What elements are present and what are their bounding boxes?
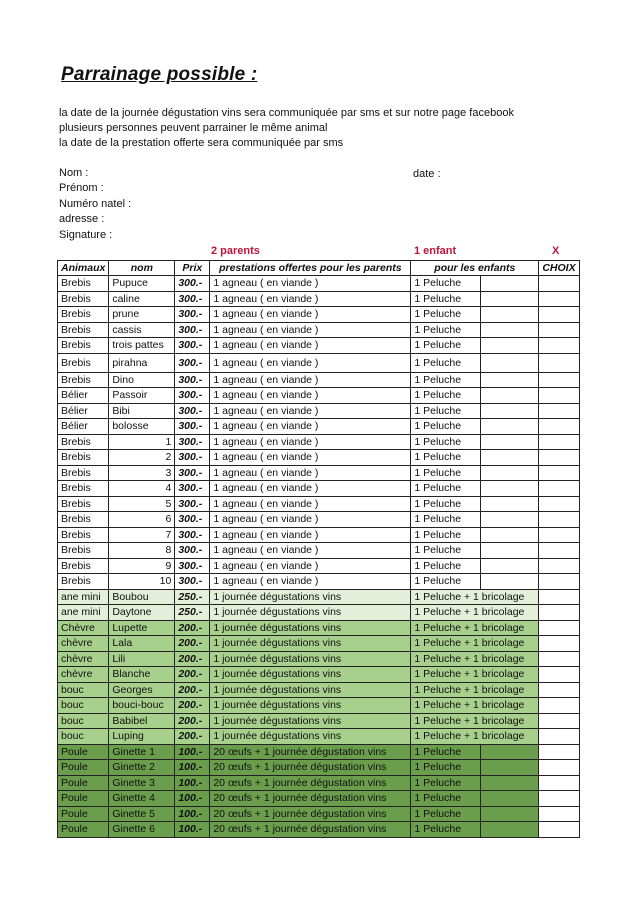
cell-enfants: 1 Peluche [411, 806, 481, 822]
cell-enfants-extra [481, 388, 539, 404]
choix-checkbox-cell[interactable] [539, 620, 579, 636]
cell-nom: Pupuce [109, 276, 175, 292]
cell-enfants-extra [481, 574, 539, 590]
choix-checkbox-cell[interactable] [539, 558, 579, 574]
cell-parents: 1 journée dégustations vins [210, 682, 411, 698]
table-row [58, 558, 580, 574]
cell-parents: 20 œufs + 1 journée dégustation vins [210, 806, 411, 822]
cell-prix: 200.- [175, 651, 210, 667]
cell-animal: Chèvre [58, 620, 109, 636]
cell-parents: 1 agneau ( en viande ) [210, 496, 411, 512]
cell-parents: 1 agneau ( en viande ) [210, 574, 411, 590]
cell-nom: bouci-bouc [109, 698, 175, 714]
cell-animal: Brebis [58, 543, 109, 559]
cell-enfants: 1 Peluche [411, 744, 481, 760]
cell-prix: 300.- [175, 434, 210, 450]
cell-nom: 7 [109, 527, 175, 543]
cell-prix: 200.- [175, 698, 210, 714]
cell-parents: 1 journée dégustations vins [210, 636, 411, 652]
cell-nom: Ginette 4 [109, 791, 175, 807]
cell-prix: 200.- [175, 620, 210, 636]
cell-nom: Bibi [109, 403, 175, 419]
cell-parents: 1 agneau ( en viande ) [210, 512, 411, 528]
cell-prix: 100.- [175, 744, 210, 760]
prenom-field-label: Prénom : [59, 182, 104, 194]
cell-prix: 300.- [175, 481, 210, 497]
cell-enfants: 1 Peluche + 1 bricolage [411, 713, 539, 729]
table-row [58, 465, 580, 481]
cell-enfants: 1 Peluche + 1 bricolage [411, 636, 539, 652]
cell-enfants: 1 Peluche [411, 403, 481, 419]
cell-enfants-extra [481, 512, 539, 528]
cell-parents: 20 œufs + 1 journée dégustation vins [210, 744, 411, 760]
cell-parents: 1 agneau ( en viande ) [210, 322, 411, 338]
cell-prix: 300.- [175, 322, 210, 338]
cell-parents: 1 agneau ( en viande ) [210, 481, 411, 497]
cell-parents: 1 agneau ( en viande ) [210, 372, 411, 388]
cell-enfants: 1 Peluche + 1 bricolage [411, 605, 539, 621]
parents-count-label: 2 parents [211, 245, 260, 257]
table-row [58, 698, 580, 714]
table-row [58, 481, 580, 497]
cell-animal: bouc [58, 729, 109, 745]
cell-prix: 100.- [175, 822, 210, 838]
cell-prix: 200.- [175, 636, 210, 652]
cell-prix: 300.- [175, 527, 210, 543]
table-row [58, 338, 580, 354]
cell-animal: bouc [58, 713, 109, 729]
cell-parents: 1 journée dégustations vins [210, 667, 411, 683]
cell-animal: Brebis [58, 465, 109, 481]
table-row [58, 744, 580, 760]
cell-parents: 1 agneau ( en viande ) [210, 276, 411, 292]
cell-prix: 200.- [175, 713, 210, 729]
cell-nom: caline [109, 291, 175, 307]
cell-enfants: 1 Peluche [411, 760, 481, 776]
cell-parents: 20 œufs + 1 journée dégustation vins [210, 775, 411, 791]
choix-checkbox-cell[interactable] [539, 791, 579, 807]
table-row [58, 527, 580, 543]
cell-enfants-extra [481, 558, 539, 574]
date-field-label: date : [413, 168, 441, 180]
choix-checkbox-cell[interactable] [539, 419, 579, 435]
cell-enfants-extra [481, 806, 539, 822]
cell-enfants-extra [481, 760, 539, 776]
cell-nom: 8 [109, 543, 175, 559]
choix-checkbox-cell[interactable] [539, 574, 579, 590]
table-row [58, 636, 580, 652]
header-enfants: pour les enfants [411, 261, 539, 276]
cell-prix: 300.- [175, 450, 210, 466]
cell-parents: 1 agneau ( en viande ) [210, 419, 411, 435]
cell-parents: 1 agneau ( en viande ) [210, 543, 411, 559]
cell-enfants-extra [481, 791, 539, 807]
choix-checkbox-cell[interactable] [539, 806, 579, 822]
cell-prix: 250.- [175, 605, 210, 621]
page-title: Parrainage possible : [61, 64, 258, 85]
choix-checkbox-cell[interactable] [539, 589, 579, 605]
nom-field-label: Nom : [59, 167, 89, 179]
cell-animal: Poule [58, 791, 109, 807]
cell-nom: Ginette 1 [109, 744, 175, 760]
cell-enfants: 1 Peluche [411, 388, 481, 404]
cell-animal: Brebis [58, 372, 109, 388]
table-row [58, 434, 580, 450]
choix-checkbox-cell[interactable] [539, 353, 579, 372]
cell-enfants-extra [481, 775, 539, 791]
choix-checkbox-cell[interactable] [539, 496, 579, 512]
choix-checkbox-cell[interactable] [539, 775, 579, 791]
cell-enfants-extra [481, 481, 539, 497]
cell-parents: 1 journée dégustations vins [210, 589, 411, 605]
cell-enfants: 1 Peluche [411, 322, 481, 338]
cell-parents: 1 agneau ( en viande ) [210, 353, 411, 372]
table-row [58, 291, 580, 307]
cell-animal: chèvre [58, 636, 109, 652]
table-row [58, 806, 580, 822]
cell-enfants: 1 Peluche [411, 775, 481, 791]
cell-enfants: 1 Peluche [411, 512, 481, 528]
cell-parents: 1 journée dégustations vins [210, 605, 411, 621]
cell-nom: Boubou [109, 589, 175, 605]
cell-enfants: 1 Peluche [411, 353, 481, 372]
cell-nom: Daytone [109, 605, 175, 621]
table-row [58, 775, 580, 791]
choix-checkbox-cell[interactable] [539, 605, 579, 621]
cell-nom: prune [109, 307, 175, 323]
cell-animal: Brebis [58, 291, 109, 307]
cell-nom: Georges [109, 682, 175, 698]
choix-checkbox-cell[interactable] [539, 667, 579, 683]
cell-nom: Lili [109, 651, 175, 667]
cell-enfants-extra [481, 450, 539, 466]
info-line-3: la date de la prestation offerte sera communiquée par sms [59, 137, 344, 149]
cell-prix: 300.- [175, 353, 210, 372]
table-row [58, 605, 580, 621]
cell-enfants-extra [481, 372, 539, 388]
cell-nom: 10 [109, 574, 175, 590]
cell-enfants: 1 Peluche + 1 bricolage [411, 651, 539, 667]
cell-prix: 300.- [175, 372, 210, 388]
choix-checkbox-cell[interactable] [539, 338, 579, 354]
cell-enfants: 1 Peluche + 1 bricolage [411, 698, 539, 714]
cell-enfants-extra [481, 543, 539, 559]
cell-enfants: 1 Peluche [411, 558, 481, 574]
cell-nom: bolosse [109, 419, 175, 435]
cell-animal: Poule [58, 744, 109, 760]
cell-animal: chèvre [58, 651, 109, 667]
choix-checkbox-cell[interactable] [539, 527, 579, 543]
choix-checkbox-cell[interactable] [539, 729, 579, 745]
cell-animal: Brebis [58, 450, 109, 466]
cell-prix: 300.- [175, 307, 210, 323]
cell-enfants-extra [481, 496, 539, 512]
table-row [58, 450, 580, 466]
cell-prix: 100.- [175, 775, 210, 791]
cell-parents: 20 œufs + 1 journée dégustation vins [210, 822, 411, 838]
cell-nom: 2 [109, 450, 175, 466]
table-row [58, 651, 580, 667]
choix-checkbox-cell[interactable] [539, 822, 579, 838]
cell-enfants: 1 Peluche [411, 450, 481, 466]
table-row [58, 496, 580, 512]
choix-checkbox-cell[interactable] [539, 434, 579, 450]
cell-prix: 200.- [175, 682, 210, 698]
sponsorship-table [57, 260, 580, 838]
cell-enfants-extra [481, 307, 539, 323]
cell-animal: bouc [58, 682, 109, 698]
cell-enfants: 1 Peluche [411, 496, 481, 512]
cell-enfants: 1 Peluche [411, 791, 481, 807]
cell-animal: Brebis [58, 496, 109, 512]
cell-prix: 300.- [175, 512, 210, 528]
cell-animal: Poule [58, 822, 109, 838]
cell-enfants: 1 Peluche + 1 bricolage [411, 667, 539, 683]
cell-enfants-extra [481, 276, 539, 292]
table-row [58, 713, 580, 729]
cell-prix: 300.- [175, 338, 210, 354]
cell-animal: Poule [58, 775, 109, 791]
cell-prix: 300.- [175, 403, 210, 419]
cell-nom: trois pattes [109, 338, 175, 354]
choix-checkbox-cell[interactable] [539, 465, 579, 481]
table-row [58, 682, 580, 698]
cell-enfants-extra [481, 353, 539, 372]
cell-prix: 100.- [175, 791, 210, 807]
cell-parents: 20 œufs + 1 journée dégustation vins [210, 791, 411, 807]
cell-enfants: 1 Peluche [411, 574, 481, 590]
cell-nom: 3 [109, 465, 175, 481]
table-row [58, 589, 580, 605]
table-row [58, 353, 580, 372]
cell-enfants-extra [481, 434, 539, 450]
cell-nom: cassis [109, 322, 175, 338]
cell-parents: 1 journée dégustations vins [210, 698, 411, 714]
cell-prix: 300.- [175, 558, 210, 574]
cell-nom: Lupette [109, 620, 175, 636]
table-row [58, 822, 580, 838]
cell-nom: Lala [109, 636, 175, 652]
cell-animal: Brebis [58, 307, 109, 323]
table-row [58, 512, 580, 528]
header-parents: prestations offertes pour les parents [210, 261, 411, 276]
cell-enfants: 1 Peluche [411, 527, 481, 543]
cell-parents: 1 agneau ( en viande ) [210, 450, 411, 466]
table-row [58, 620, 580, 636]
cell-animal: Bélier [58, 419, 109, 435]
cell-parents: 1 journée dégustations vins [210, 729, 411, 745]
table-row [58, 403, 580, 419]
cell-parents: 1 journée dégustations vins [210, 620, 411, 636]
choix-checkbox-cell[interactable] [539, 291, 579, 307]
choix-checkbox-cell[interactable] [539, 403, 579, 419]
choix-checkbox-cell[interactable] [539, 322, 579, 338]
cell-parents: 1 agneau ( en viande ) [210, 558, 411, 574]
cell-animal: bouc [58, 698, 109, 714]
cell-parents: 1 agneau ( en viande ) [210, 403, 411, 419]
choix-checkbox-cell[interactable] [539, 307, 579, 323]
cell-enfants-extra [481, 744, 539, 760]
cell-nom: Ginette 2 [109, 760, 175, 776]
cell-prix: 300.- [175, 465, 210, 481]
choix-checkbox-cell[interactable] [539, 372, 579, 388]
cell-animal: Brebis [58, 512, 109, 528]
table-row [58, 543, 580, 559]
cell-prix: 300.- [175, 419, 210, 435]
cell-nom: Blanche [109, 667, 175, 683]
choix-checkbox-cell[interactable] [539, 744, 579, 760]
cell-nom: 9 [109, 558, 175, 574]
cell-parents: 1 agneau ( en viande ) [210, 527, 411, 543]
cell-enfants: 1 Peluche [411, 822, 481, 838]
table-row [58, 791, 580, 807]
cell-animal: Brebis [58, 276, 109, 292]
cell-enfants: 1 Peluche [411, 465, 481, 481]
cell-nom: 6 [109, 512, 175, 528]
cell-enfants: 1 Peluche [411, 307, 481, 323]
cell-nom: Luping [109, 729, 175, 745]
info-line-2: plusieurs personnes peuvent parrainer le même animal [59, 122, 328, 134]
info-line-1: la date de la journée dégustation vins sera communiquée par sms et sur notre page facebook [59, 107, 514, 119]
cell-animal: chèvre [58, 667, 109, 683]
header-nom: nom [109, 261, 175, 276]
cell-enfants: 1 Peluche [411, 291, 481, 307]
cell-nom: 4 [109, 481, 175, 497]
adresse-field-label: adresse : [59, 213, 105, 225]
cell-enfants: 1 Peluche [411, 419, 481, 435]
choix-mark-label: X [552, 245, 560, 257]
table-row [58, 307, 580, 323]
enfant-count-label: 1 enfant [414, 245, 457, 257]
cell-parents: 1 agneau ( en viande ) [210, 307, 411, 323]
cell-enfants-extra [481, 322, 539, 338]
choix-checkbox-cell[interactable] [539, 388, 579, 404]
choix-checkbox-cell[interactable] [539, 760, 579, 776]
cell-parents: 1 journée dégustations vins [210, 651, 411, 667]
cell-enfants: 1 Peluche [411, 434, 481, 450]
table-row [58, 276, 580, 292]
choix-checkbox-cell[interactable] [539, 636, 579, 652]
cell-enfants: 1 Peluche [411, 481, 481, 497]
cell-animal: Brebis [58, 338, 109, 354]
cell-enfants-extra [481, 419, 539, 435]
cell-animal: Brebis [58, 574, 109, 590]
cell-animal: Brebis [58, 322, 109, 338]
choix-checkbox-cell[interactable] [539, 713, 579, 729]
cell-animal: Poule [58, 760, 109, 776]
cell-enfants-extra [481, 291, 539, 307]
cell-parents: 1 journée dégustations vins [210, 713, 411, 729]
choix-checkbox-cell[interactable] [539, 682, 579, 698]
table-row [58, 667, 580, 683]
cell-parents: 1 agneau ( en viande ) [210, 388, 411, 404]
cell-prix: 300.- [175, 388, 210, 404]
natel-field-label: Numéro natel : [59, 198, 132, 210]
choix-checkbox-cell[interactable] [539, 450, 579, 466]
cell-nom: Babibel [109, 713, 175, 729]
table-header-row [58, 261, 580, 276]
cell-enfants: 1 Peluche [411, 338, 481, 354]
cell-parents: 1 agneau ( en viande ) [210, 291, 411, 307]
cell-prix: 300.- [175, 543, 210, 559]
header-prix: Prix [175, 261, 210, 276]
header-choix: CHOIX [539, 261, 579, 276]
choix-checkbox-cell[interactable] [539, 698, 579, 714]
cell-parents: 1 agneau ( en viande ) [210, 338, 411, 354]
table-row [58, 419, 580, 435]
cell-enfants: 1 Peluche [411, 276, 481, 292]
cell-nom: Ginette 5 [109, 806, 175, 822]
cell-animal: Brebis [58, 558, 109, 574]
header-animaux: Animaux [58, 261, 109, 276]
cell-animal: Bélier [58, 388, 109, 404]
cell-prix: 250.- [175, 589, 210, 605]
cell-prix: 200.- [175, 667, 210, 683]
table-row [58, 729, 580, 745]
cell-prix: 300.- [175, 276, 210, 292]
cell-nom: Ginette 3 [109, 775, 175, 791]
cell-animal: Poule [58, 806, 109, 822]
cell-animal: Brebis [58, 527, 109, 543]
cell-animal: ane mini [58, 589, 109, 605]
cell-prix: 300.- [175, 496, 210, 512]
choix-checkbox-cell[interactable] [539, 651, 579, 667]
cell-animal: Brebis [58, 353, 109, 372]
cell-parents: 20 œufs + 1 journée dégustation vins [210, 760, 411, 776]
cell-enfants: 1 Peluche + 1 bricolage [411, 682, 539, 698]
cell-enfants: 1 Peluche + 1 bricolage [411, 729, 539, 745]
cell-prix: 200.- [175, 729, 210, 745]
cell-animal: ane mini [58, 605, 109, 621]
cell-nom: Dino [109, 372, 175, 388]
cell-enfants-extra [481, 822, 539, 838]
table-row [58, 388, 580, 404]
cell-animal: Brebis [58, 434, 109, 450]
table-row [58, 760, 580, 776]
cell-enfants-extra [481, 403, 539, 419]
cell-parents: 1 agneau ( en viande ) [210, 434, 411, 450]
cell-enfants-extra [481, 465, 539, 481]
cell-nom: Ginette 6 [109, 822, 175, 838]
cell-enfants: 1 Peluche + 1 bricolage [411, 620, 539, 636]
cell-enfants-extra [481, 338, 539, 354]
cell-nom: pirahna [109, 353, 175, 372]
choix-checkbox-cell[interactable] [539, 543, 579, 559]
cell-nom: Passoir [109, 388, 175, 404]
cell-prix: 100.- [175, 760, 210, 776]
cell-parents: 1 agneau ( en viande ) [210, 465, 411, 481]
table-row [58, 574, 580, 590]
choix-checkbox-cell[interactable] [539, 481, 579, 497]
cell-prix: 100.- [175, 806, 210, 822]
table-row [58, 322, 580, 338]
cell-nom: 5 [109, 496, 175, 512]
signature-field-label: Signature : [59, 229, 113, 241]
cell-prix: 300.- [175, 574, 210, 590]
cell-enfants: 1 Peluche [411, 543, 481, 559]
cell-animal: Brebis [58, 481, 109, 497]
table-row [58, 372, 580, 388]
cell-prix: 300.- [175, 291, 210, 307]
cell-nom: 1 [109, 434, 175, 450]
choix-checkbox-cell[interactable] [539, 276, 579, 292]
cell-enfants: 1 Peluche [411, 372, 481, 388]
cell-enfants-extra [481, 527, 539, 543]
cell-animal: Bélier [58, 403, 109, 419]
cell-enfants: 1 Peluche + 1 bricolage [411, 589, 539, 605]
choix-checkbox-cell[interactable] [539, 512, 579, 528]
